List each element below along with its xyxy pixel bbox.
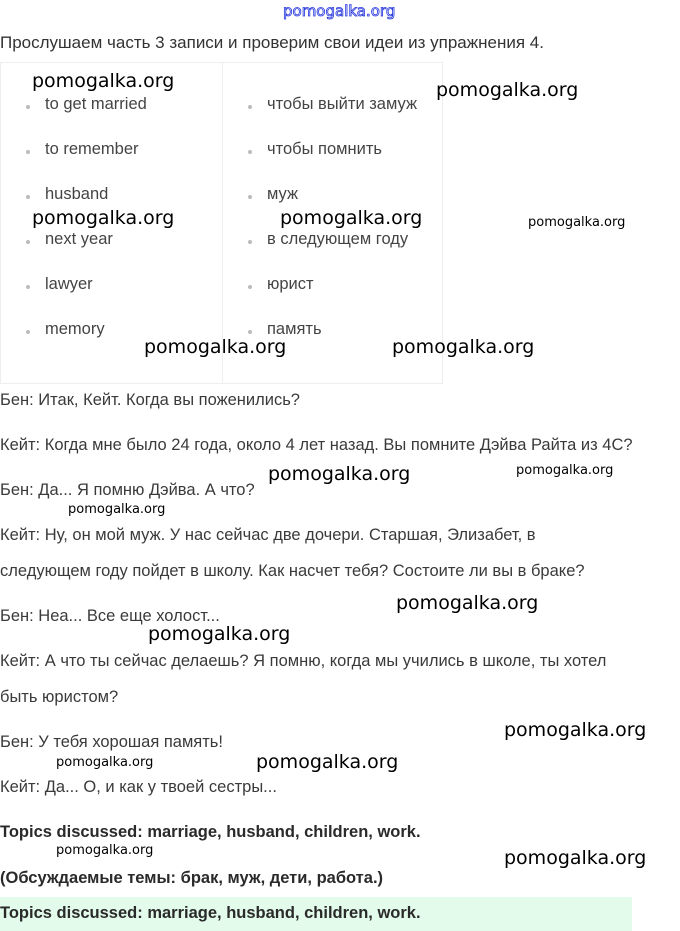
- bullet-icon: [248, 105, 252, 109]
- watermark: pomogalka.org: [504, 719, 647, 741]
- watermark: pomogalka.org: [32, 70, 175, 92]
- watermark: pomogalka.org: [396, 592, 539, 614]
- watermark: pomogalka.org: [504, 847, 647, 869]
- dialogue-line: быть юристом?: [0, 688, 119, 706]
- topics-en: Topics discussed: marriage, husband, children, work.: [0, 823, 421, 841]
- bullet-icon: [26, 150, 30, 154]
- watermark: pomogalka.org: [32, 207, 175, 229]
- vocab-ru: память: [267, 320, 322, 338]
- watermark: pomogalka.org: [392, 336, 535, 358]
- vocab-ru: муж: [267, 185, 299, 203]
- dialogue-line: Кейт: Когда мне было 24 года, около 4 лет назад. Вы помните Дэйва Райта из 4С?: [0, 436, 633, 454]
- watermark: pomogalka.org: [516, 463, 614, 478]
- watermark: pomogalka.org: [268, 463, 411, 485]
- bullet-icon: [248, 195, 252, 199]
- vocab-ru: чтобы выйти замуж: [267, 95, 417, 113]
- watermark: pomogalka.org: [436, 79, 579, 101]
- dialogue-line: Кейт: А что ты сейчас делаешь? Я помню, когда мы учились в школе, ты хотел: [0, 652, 607, 670]
- watermark: pomogalka.org: [148, 623, 291, 645]
- dialogue-line: следующем году пойдет в школу. Как насчет тебя? Состоите ли вы в браке?: [0, 562, 585, 580]
- vocab-en: husband: [45, 185, 109, 203]
- bullet-icon: [248, 240, 252, 244]
- dialogue-line: Бен: Да... Я помню Дэйва. А что?: [0, 481, 255, 499]
- watermark: pomogalka.org: [528, 215, 626, 230]
- watermark: pomogalka.org: [144, 336, 287, 358]
- vocab-ru: в следующем году: [267, 230, 409, 248]
- vocab-ru: юрист: [267, 275, 314, 293]
- bullet-icon: [248, 330, 252, 334]
- bullet-icon: [248, 285, 252, 289]
- vocab-en: next year: [45, 230, 113, 248]
- watermark: pomogalka.org: [68, 502, 166, 517]
- intro-text: Прослушаем часть 3 записи и проверим свои идеи из упражнения 4.: [0, 33, 544, 52]
- bullet-icon: [26, 105, 30, 109]
- column-divider: [222, 63, 223, 383]
- vocab-en: lawyer: [45, 275, 93, 293]
- dialogue-line: Бен: Неа... Все еще холост...: [0, 607, 220, 625]
- watermark: pomogalka.org: [56, 755, 154, 770]
- vocab-en: to get married: [45, 95, 147, 113]
- watermark-top: pomogalka.org: [283, 2, 396, 20]
- bullet-icon: [26, 240, 30, 244]
- topics-ru: (Обсуждаемые темы: брак, муж, дети, работа.): [0, 869, 384, 887]
- watermark: pomogalka.org: [256, 751, 399, 773]
- dialogue-line: Бен: У тебя хорошая память!: [0, 733, 223, 751]
- dialogue-line: Бен: Итак, Кейт. Когда вы поженились?: [0, 391, 300, 409]
- dialogue-line: Кейт: Да... О, и как у твоей сестры...: [0, 778, 277, 796]
- vocab-en: to remember: [45, 140, 139, 158]
- bullet-icon: [26, 195, 30, 199]
- answer-text: Topics discussed: marriage, husband, children, work.: [0, 904, 421, 922]
- vocab-ru: чтобы помнить: [267, 140, 382, 158]
- vocab-en: memory: [45, 320, 105, 338]
- dialogue-line: Кейт: Ну, он мой муж. У нас сейчас две дочери. Старшая, Элизабет, в: [0, 526, 536, 544]
- bullet-icon: [26, 330, 30, 334]
- watermark: pomogalka.org: [56, 843, 154, 858]
- bullet-icon: [26, 285, 30, 289]
- bullet-icon: [248, 150, 252, 154]
- watermark: pomogalka.org: [280, 207, 423, 229]
